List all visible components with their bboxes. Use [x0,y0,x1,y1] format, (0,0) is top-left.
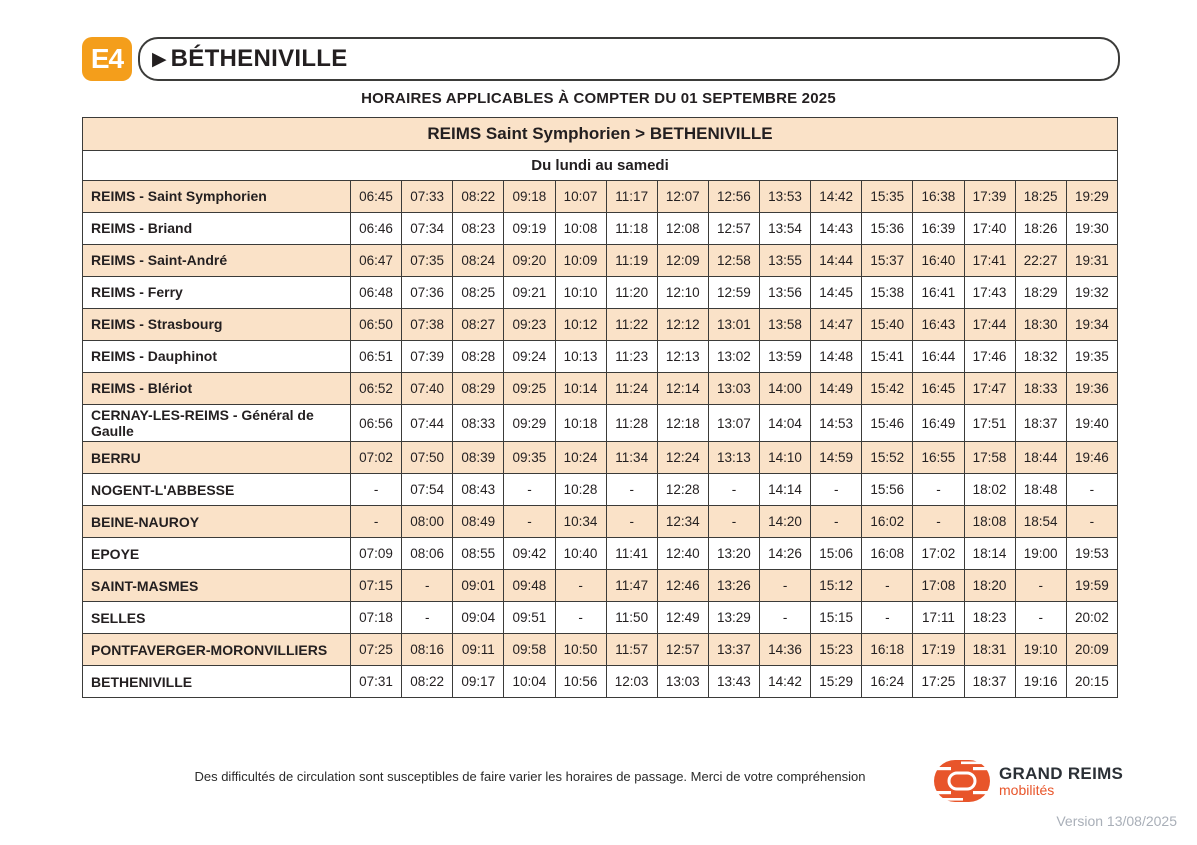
time-cell: 16:24 [862,666,913,698]
time-cell: 16:40 [913,245,964,277]
time-cell: 10:08 [555,213,606,245]
time-cell: 15:56 [862,474,913,506]
time-cell: 10:56 [555,666,606,698]
time-cell: 09:42 [504,538,555,570]
time-cell: 08:43 [453,474,504,506]
time-cell: 13:07 [708,405,759,442]
time-cell: 12:46 [657,570,708,602]
time-cell: 18:30 [1015,309,1066,341]
table-row [83,181,1118,213]
time-cell: 14:20 [760,506,811,538]
traffic-disclaimer: Des difficultés de circulation sont susceptibles de faire varier les horaires de passage. Merci de votre compréhension [194,769,866,784]
time-cell: 16:08 [862,538,913,570]
time-cell: 14:14 [760,474,811,506]
time-cell: 13:58 [760,309,811,341]
time-cell: 09:17 [453,666,504,698]
time-cell: 13:03 [708,373,759,405]
time-cell: 08:28 [453,341,504,373]
time-cell: 17:46 [964,341,1015,373]
time-cell: 16:49 [913,405,964,442]
time-cell: 15:41 [862,341,913,373]
stop-name-cell: NOGENT-L'ABBESSE [83,474,351,506]
table-row [83,506,1118,538]
time-cell: 17:11 [913,602,964,634]
time-cell: 19:36 [1066,373,1117,405]
effective-date-subtitle: HORAIRES APPLICABLES À COMPTER DU 01 SEPTEMBRE 2025 [361,90,836,107]
time-cell: 18:48 [1015,474,1066,506]
time-cell: - [504,506,555,538]
time-cell: 11:20 [606,277,657,309]
time-cell: 17:19 [913,634,964,666]
time-cell: 15:15 [811,602,862,634]
time-cell: 18:37 [1015,405,1066,442]
grand-reims-logo [933,757,1123,805]
time-cell: 14:42 [811,181,862,213]
time-cell: 14:49 [811,373,862,405]
time-cell: - [760,602,811,634]
table-row [83,245,1118,277]
time-cell: 09:01 [453,570,504,602]
time-cell: 14:44 [811,245,862,277]
time-cell: 11:47 [606,570,657,602]
time-cell: 08:39 [453,442,504,474]
time-cell: 10:40 [555,538,606,570]
time-cell: 08:24 [453,245,504,277]
time-cell: 16:18 [862,634,913,666]
time-cell: 13:54 [760,213,811,245]
time-cell: 19:10 [1015,634,1066,666]
time-cell: 13:53 [760,181,811,213]
time-cell: 11:23 [606,341,657,373]
time-cell: 16:55 [913,442,964,474]
time-cell: 17:40 [964,213,1015,245]
time-cell: 09:20 [504,245,555,277]
grand-reims-emblem-icon [933,757,991,805]
time-cell: 10:13 [555,341,606,373]
time-cell: 11:24 [606,373,657,405]
table-row [83,373,1118,405]
time-cell: 15:35 [862,181,913,213]
time-cell: 12:59 [708,277,759,309]
time-cell: - [606,474,657,506]
time-cell: 07:39 [402,341,453,373]
time-cell: 18:37 [964,666,1015,698]
time-cell: 11:19 [606,245,657,277]
time-cell: 06:46 [351,213,402,245]
time-cell: 18:26 [1015,213,1066,245]
stop-name-cell: REIMS - Briand [83,213,351,245]
time-cell: 13:20 [708,538,759,570]
time-cell: 13:56 [760,277,811,309]
time-cell: 14:26 [760,538,811,570]
time-cell: 09:29 [504,405,555,442]
time-cell: 10:50 [555,634,606,666]
time-cell: 08:25 [453,277,504,309]
time-cell: - [862,602,913,634]
time-cell: 13:59 [760,341,811,373]
time-cell: - [1066,506,1117,538]
time-cell: - [1015,570,1066,602]
time-cell: 19:00 [1015,538,1066,570]
table-row [83,474,1118,506]
time-cell: 07:50 [402,442,453,474]
time-cell: - [555,602,606,634]
time-cell: 12:18 [657,405,708,442]
time-cell: 14:10 [760,442,811,474]
time-cell: 07:35 [402,245,453,277]
time-cell: 19:53 [1066,538,1117,570]
time-cell: 07:25 [351,634,402,666]
stop-name-cell: REIMS - Ferry [83,277,351,309]
stop-name-cell: BERRU [83,442,351,474]
destination-pill [138,37,1120,81]
line-header [82,37,1120,81]
time-cell: 11:34 [606,442,657,474]
time-cell: 08:23 [453,213,504,245]
time-cell: 07:09 [351,538,402,570]
time-cell: 08:22 [402,666,453,698]
time-cell: 12:07 [657,181,708,213]
time-cell: 19:46 [1066,442,1117,474]
time-cell: 13:43 [708,666,759,698]
time-cell: 14:53 [811,405,862,442]
time-cell: 07:44 [402,405,453,442]
time-cell: 18:31 [964,634,1015,666]
time-cell: 07:54 [402,474,453,506]
time-cell: 19:59 [1066,570,1117,602]
time-cell: 12:40 [657,538,708,570]
time-cell: 13:55 [760,245,811,277]
time-cell: 19:34 [1066,309,1117,341]
time-cell: 17:41 [964,245,1015,277]
time-cell: 20:15 [1066,666,1117,698]
table-row [83,442,1118,474]
period-row [83,151,1118,181]
time-cell: 13:02 [708,341,759,373]
time-cell: 08:29 [453,373,504,405]
time-cell: 07:33 [402,181,453,213]
time-cell: 08:06 [402,538,453,570]
time-cell: 07:31 [351,666,402,698]
time-cell: 09:04 [453,602,504,634]
time-cell: 18:14 [964,538,1015,570]
time-cell: - [862,570,913,602]
time-cell: 16:41 [913,277,964,309]
time-cell: 08:49 [453,506,504,538]
logo-subtitle: mobilités [999,781,1055,798]
stop-name-cell: SAINT-MASMES [83,570,351,602]
period-label: Du lundi au samedi [83,151,1118,181]
time-cell: 12:10 [657,277,708,309]
time-cell: - [811,474,862,506]
time-cell: 15:37 [862,245,913,277]
time-cell: - [555,570,606,602]
time-cell: 12:09 [657,245,708,277]
time-cell: 12:34 [657,506,708,538]
time-cell: 16:38 [913,181,964,213]
time-cell: 11:50 [606,602,657,634]
time-cell: 07:02 [351,442,402,474]
timetable [82,117,1118,698]
time-cell: 15:46 [862,405,913,442]
time-cell: 07:18 [351,602,402,634]
time-cell: 18:02 [964,474,1015,506]
time-cell: 12:08 [657,213,708,245]
time-cell: 16:44 [913,341,964,373]
time-cell: 12:57 [657,634,708,666]
time-cell: - [811,506,862,538]
direction-arrow-icon: ▶ [152,48,167,70]
time-cell: 19:40 [1066,405,1117,442]
time-cell: 18:29 [1015,277,1066,309]
stop-name-cell: BEINE-NAUROY [83,506,351,538]
time-cell: 14:36 [760,634,811,666]
time-cell: 08:33 [453,405,504,442]
time-cell: 10:10 [555,277,606,309]
time-cell: 14:43 [811,213,862,245]
time-cell: 17:02 [913,538,964,570]
time-cell: - [708,506,759,538]
time-cell: 07:36 [402,277,453,309]
time-cell: 09:51 [504,602,555,634]
time-cell: 07:38 [402,309,453,341]
time-cell: 16:02 [862,506,913,538]
time-cell: 09:21 [504,277,555,309]
time-cell: 09:23 [504,309,555,341]
time-cell: 15:23 [811,634,862,666]
time-cell: 11:18 [606,213,657,245]
time-cell: 12:58 [708,245,759,277]
time-cell: 17:39 [964,181,1015,213]
time-cell: 13:13 [708,442,759,474]
time-cell: 18:32 [1015,341,1066,373]
time-cell: 06:47 [351,245,402,277]
time-cell: 10:24 [555,442,606,474]
time-cell: 08:55 [453,538,504,570]
time-cell: 10:28 [555,474,606,506]
time-cell: 15:12 [811,570,862,602]
time-cell: 13:37 [708,634,759,666]
time-cell: 06:50 [351,309,402,341]
time-cell: 06:48 [351,277,402,309]
time-cell: 17:44 [964,309,1015,341]
time-cell: 18:54 [1015,506,1066,538]
time-cell: 14:00 [760,373,811,405]
time-cell: 09:24 [504,341,555,373]
time-cell: 09:35 [504,442,555,474]
time-cell: 15:42 [862,373,913,405]
time-cell: 11:17 [606,181,657,213]
time-cell: 18:44 [1015,442,1066,474]
time-cell: 18:20 [964,570,1015,602]
time-cell: 14:45 [811,277,862,309]
table-row [83,405,1118,442]
time-cell: 10:14 [555,373,606,405]
time-cell: 12:57 [708,213,759,245]
time-cell: 17:47 [964,373,1015,405]
table-row [83,570,1118,602]
time-cell: 08:00 [402,506,453,538]
time-cell: 10:34 [555,506,606,538]
time-cell: 15:38 [862,277,913,309]
time-cell: 16:43 [913,309,964,341]
time-cell: 19:30 [1066,213,1117,245]
table-row [83,309,1118,341]
stop-name-cell: CERNAY-LES-REIMS - Général de Gaulle [83,405,351,442]
time-cell: 11:22 [606,309,657,341]
stop-name-cell: EPOYE [83,538,351,570]
time-cell: - [402,570,453,602]
time-cell: 19:29 [1066,181,1117,213]
time-cell: 17:08 [913,570,964,602]
time-cell: 06:52 [351,373,402,405]
time-cell: 22:27 [1015,245,1066,277]
time-cell: 14:42 [760,666,811,698]
time-cell: 08:22 [453,181,504,213]
stop-name-cell: REIMS - Saint-André [83,245,351,277]
time-cell: 17:25 [913,666,964,698]
time-cell: 13:01 [708,309,759,341]
time-cell: 09:48 [504,570,555,602]
time-cell: 12:03 [606,666,657,698]
time-cell: 19:32 [1066,277,1117,309]
time-cell: 12:49 [657,602,708,634]
time-cell: 16:45 [913,373,964,405]
time-cell: - [402,602,453,634]
time-cell: 10:07 [555,181,606,213]
time-cell: 09:19 [504,213,555,245]
time-cell: 15:06 [811,538,862,570]
time-cell: 17:58 [964,442,1015,474]
time-cell: 15:52 [862,442,913,474]
time-cell: 10:12 [555,309,606,341]
time-cell: 20:02 [1066,602,1117,634]
stop-name-cell: REIMS - Saint Symphorien [83,181,351,213]
time-cell: - [913,506,964,538]
time-cell: 12:13 [657,341,708,373]
line-badge: E4 [82,37,132,81]
time-cell: - [1066,474,1117,506]
stop-name-cell: SELLES [83,602,351,634]
time-cell: 15:29 [811,666,862,698]
time-cell: 17:43 [964,277,1015,309]
stop-name-cell: PONTFAVERGER-MORONVILLIERS [83,634,351,666]
time-cell: 09:25 [504,373,555,405]
table-row [83,602,1118,634]
time-cell: 09:18 [504,181,555,213]
time-cell: 19:31 [1066,245,1117,277]
time-cell: - [913,474,964,506]
time-cell: 11:57 [606,634,657,666]
time-cell: 19:16 [1015,666,1066,698]
time-cell: 09:58 [504,634,555,666]
time-cell: 07:40 [402,373,453,405]
table-row [83,341,1118,373]
time-cell: 14:48 [811,341,862,373]
time-cell: 11:41 [606,538,657,570]
time-cell: 10:18 [555,405,606,442]
time-cell: 12:28 [657,474,708,506]
time-cell: 18:08 [964,506,1015,538]
time-cell: 20:09 [1066,634,1117,666]
time-cell: 06:45 [351,181,402,213]
time-cell: - [1015,602,1066,634]
time-cell: - [351,506,402,538]
time-cell: 14:47 [811,309,862,341]
time-cell: 08:16 [402,634,453,666]
table-row [83,213,1118,245]
time-cell: 14:59 [811,442,862,474]
destination-title: BÉTHENIVILLE [170,45,348,72]
timetable-body [83,181,1118,698]
stop-name-cell: REIMS - Dauphinot [83,341,351,373]
time-cell: - [760,570,811,602]
time-cell: 13:29 [708,602,759,634]
stop-name-cell: REIMS - Blériot [83,373,351,405]
time-cell: 18:33 [1015,373,1066,405]
stop-name-cell: BETHENIVILLE [83,666,351,698]
time-cell: - [606,506,657,538]
time-cell: 10:09 [555,245,606,277]
time-cell: 15:40 [862,309,913,341]
time-cell: 07:34 [402,213,453,245]
time-cell: 17:51 [964,405,1015,442]
time-cell: 08:27 [453,309,504,341]
table-row [83,277,1118,309]
time-cell: 19:35 [1066,341,1117,373]
time-cell: 12:24 [657,442,708,474]
time-cell: 06:51 [351,341,402,373]
time-cell: 13:03 [657,666,708,698]
table-row [83,634,1118,666]
time-cell: 12:14 [657,373,708,405]
table-row [83,666,1118,698]
time-cell: 11:28 [606,405,657,442]
time-cell: 14:04 [760,405,811,442]
time-cell: 18:23 [964,602,1015,634]
time-cell: 09:11 [453,634,504,666]
time-cell: 10:04 [504,666,555,698]
time-cell: 16:39 [913,213,964,245]
time-cell: 18:25 [1015,181,1066,213]
time-cell: - [351,474,402,506]
time-cell: 06:56 [351,405,402,442]
version-label: Version 13/08/2025 [1056,813,1177,829]
time-cell: 12:12 [657,309,708,341]
time-cell: 12:56 [708,181,759,213]
route-header-row [83,118,1118,151]
time-cell: - [708,474,759,506]
time-cell: 15:36 [862,213,913,245]
time-cell: 07:15 [351,570,402,602]
stop-name-cell: REIMS - Strasbourg [83,309,351,341]
route-title: REIMS Saint Symphorien > BETHENIVILLE [83,118,1118,151]
time-cell: - [504,474,555,506]
logo-title: GRAND REIMS [999,763,1124,783]
table-row [83,538,1118,570]
time-cell: 13:26 [708,570,759,602]
